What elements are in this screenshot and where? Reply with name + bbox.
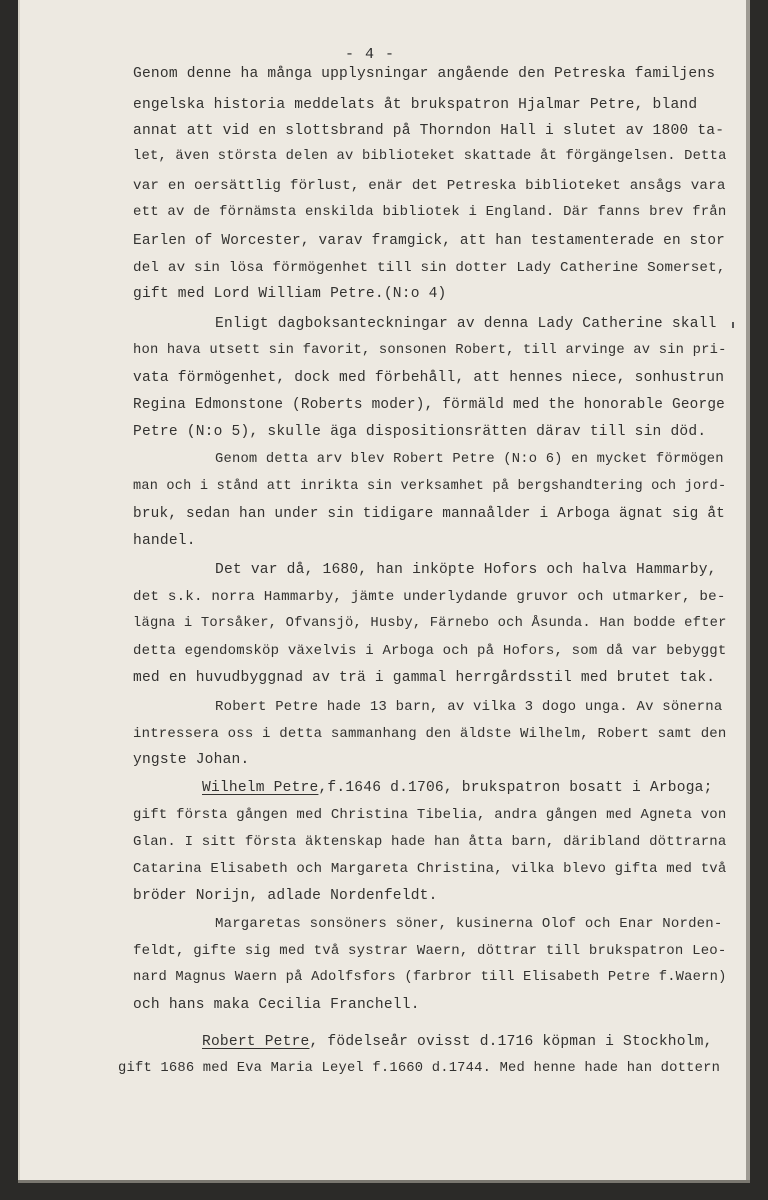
text-line: man och i stånd att inrikta sin verksamhet på bergshandtering och jord- [133,479,727,494]
text-line: Earlen of Worcester, varav framgick, att han testamenterade en stor [133,233,725,249]
text-line: var en oersättlig förlust, enär det Petreska biblioteket ansågs vara [133,178,726,194]
text-line: Glan. I sitt första äktenskap hade han åtta barn, däribland döttrarna [133,834,727,850]
text-line: detta egendomsköp växelvis i Arboga och på Hofors, som då var bebyggt [133,643,727,659]
text-line: det s.k. norra Hammarby, jämte underlydande gruvor och utmarker, be- [133,589,726,605]
text-line-rest: ,f.1646 d.1706, brukspatron bosatt i Arboga; [318,780,713,796]
text-line: med en huvudbyggnad av trä i gammal herrgårdsstil med brutet tak. [133,670,716,686]
text-line: Det var då, 1680, han inköpte Hofors och halva Hammarby, [215,562,717,578]
text-line: och hans maka Cecilia Franchell. [133,997,420,1013]
text-line: Robert Petre hade 13 barn, av vilka 3 dogo unga. Av sönerna [215,699,723,715]
text-line: nard Magnus Waern på Adolfsfors (farbror till Elisabeth Petre f.Waern) [133,970,727,985]
text-line: annat att vid en slottsbrand på Thorndon Hall i slutet av 1800 ta- [133,123,725,139]
text-line: ett av de förnämsta enskilda bibliotek i England. Där fanns brev från [133,204,727,220]
text-line: Regina Edmonstone (Roberts moder), förmäld med the honorable George [133,397,725,413]
text-line: yngste Johan. [133,752,250,768]
page-edge [746,0,750,1180]
text-line [202,1034,713,1050]
heading-wilhelm-petre: Wilhelm Petre [202,780,319,796]
text-line [202,780,713,796]
text-line: vata förmögenhet, dock med förbehåll, att hennes niece, sonhustrun [133,370,725,386]
text-line-rest: , födelseår ovisst d.1716 köpman i Stockholm, [309,1034,713,1050]
text-line: feldt, gifte sig med två systrar Waern, döttrar till brukspatron Leo- [133,943,727,959]
text-line: del av sin lösa förmögenhet till sin dotter Lady Catherine Somerset, [133,260,726,276]
text-line: Enligt dagboksanteckningar av denna Lady Catherine skall [215,316,717,332]
text-line: bruk, sedan han under sin tidigare mannaålder i Arboga ägnat sig åt [133,506,725,522]
text-line: let, även största delen av biblioteket skattade åt förgängelsen. Detta [133,149,727,164]
text-line: handel. [133,533,196,549]
text-line: Catarina Elisabeth och Margareta Christina, vilka blevo gifta med två [133,861,727,877]
text-line: gift med Lord William Petre.(N:o 4) [133,286,447,302]
text-line: bröder Norijn, adlade Nordenfeldt. [133,888,438,904]
text-line: Genom denne ha många upplysningar angående den Petreska familjens [133,66,716,82]
page-number: - 4 - [344,46,395,63]
text-line: gift första gången med Christina Tibelia, andra gången med Agneta von [133,807,727,823]
text-line: Margaretas sonsöners söner, kusinerna Olof och Enar Norden- [215,916,723,932]
text-line: lägna i Torsåker, Ofvansjö, Husby, Färnebo och Åsunda. Han bodde efter [133,616,727,631]
text-line: Genom detta arv blev Robert Petre (N:o 6) en mycket förmögen [215,452,724,467]
text-line: gift 1686 med Eva Maria Leyel f.1660 d.1744. Med henne hade han dottern [118,1061,721,1076]
text-line: intressera oss i detta sammanhang den äldste Wilhelm, Robert samt den [133,726,727,742]
text-line: engelska historia meddelats åt brukspatron Hjalmar Petre, bland [133,97,698,113]
page-bottom-edge [18,1180,750,1183]
margin-mark [732,322,734,328]
text-line: hon hava utsett sin favorit, sonsonen Robert, till arvinge av sin pri- [133,343,727,358]
text-line: Petre (N:o 5), skulle äga dispositionsrätten därav till sin död. [133,424,707,440]
heading-robert-petre: Robert Petre [202,1034,310,1050]
